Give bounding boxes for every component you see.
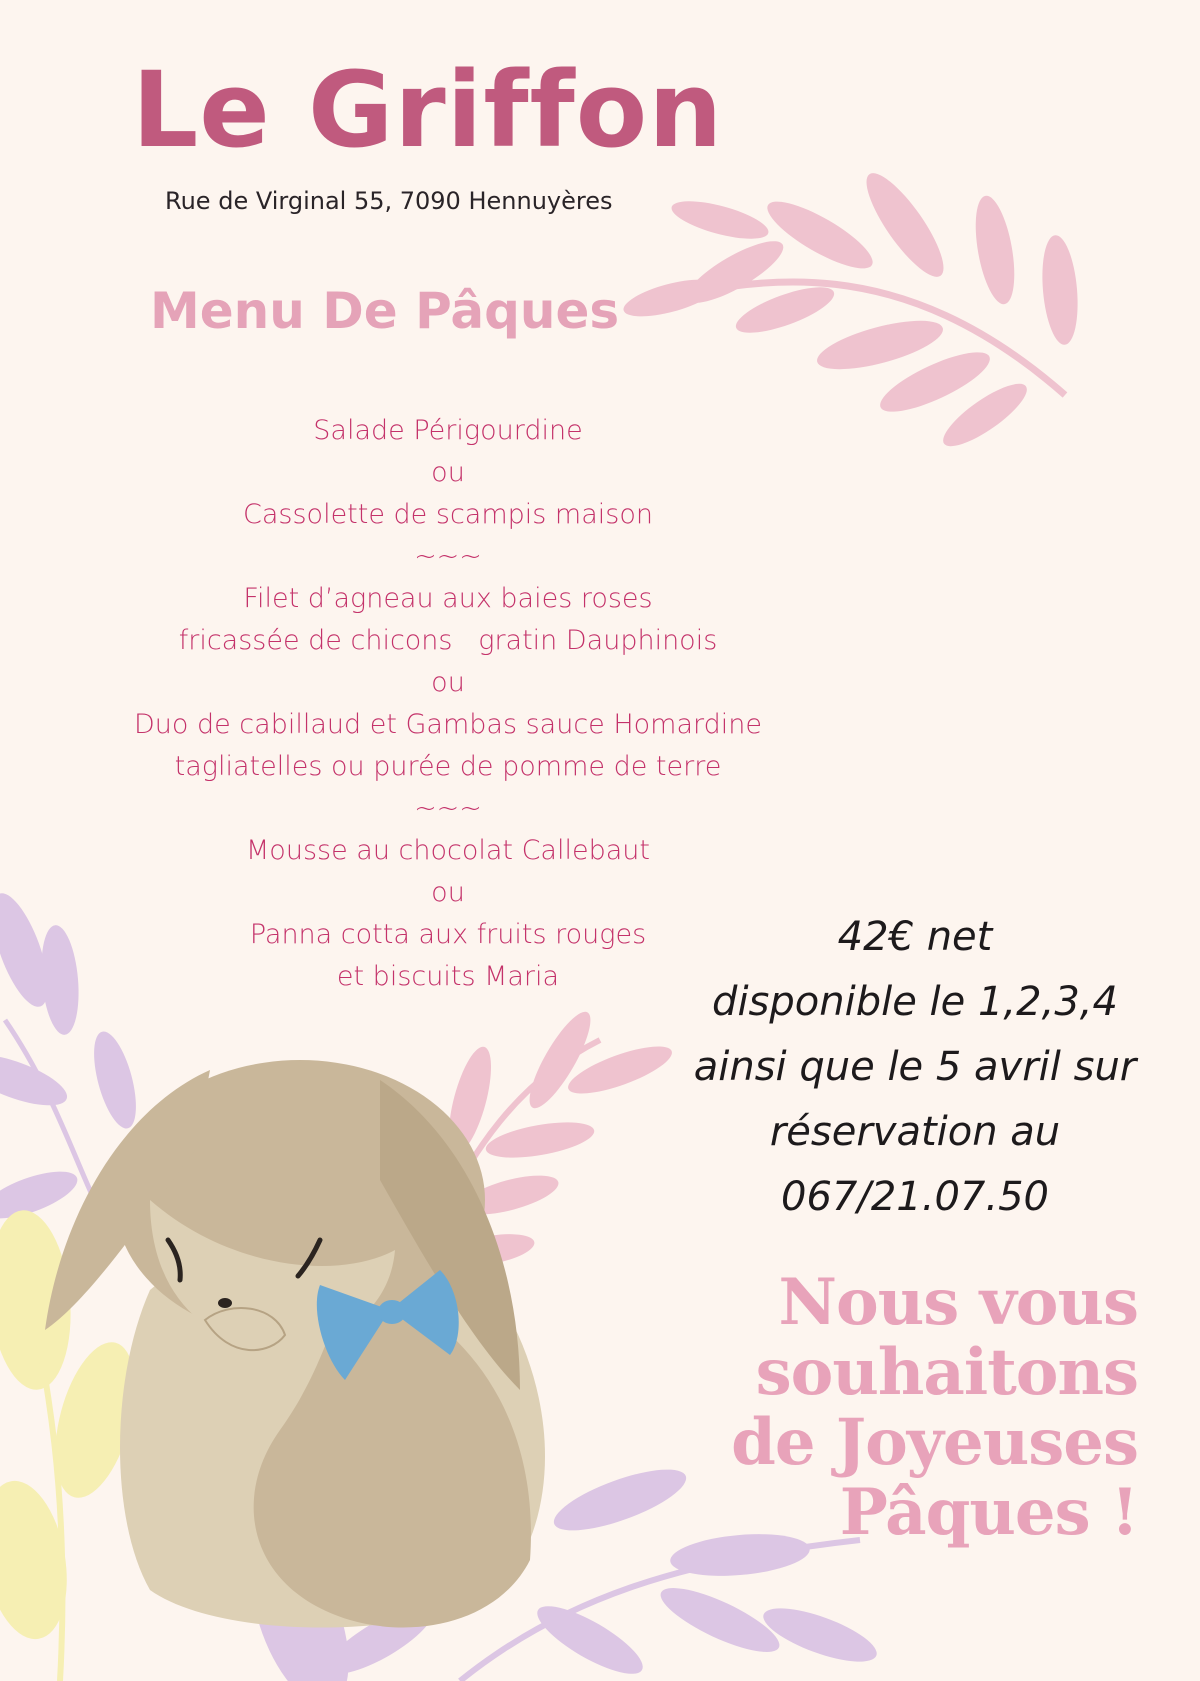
restaurant-name: Le Griffon [132, 49, 724, 171]
greeting-line: Nous vous [778, 1265, 1138, 1340]
greeting-line: de Joyeuses [731, 1405, 1138, 1480]
availability-text: disponible le 1,2,3,4 [712, 979, 1118, 1025]
easter-greeting [618, 1265, 1138, 1550]
phone-number: 067/21.07.50 [781, 1174, 1049, 1220]
bunny-nose [218, 1298, 232, 1308]
price-and-booking-info [650, 905, 1180, 1230]
menu-title: Menu De Pâques [150, 282, 620, 340]
menu-line: et biscuits Maria [336, 961, 560, 992]
greeting-line: souhaitons [755, 1335, 1138, 1410]
bunny-illustration [45, 1060, 545, 1628]
availability-text: ainsi que le 5 avril sur [693, 1044, 1137, 1090]
reservation-text: réservation au [769, 1109, 1061, 1155]
menu-separator: ~~~ [414, 541, 482, 572]
menu-line: Panna cotta aux fruits rouges [249, 919, 647, 950]
menu-price: 42€ net [837, 914, 993, 960]
menu-line: Mousse au chocolat Callebaut [246, 835, 650, 866]
menu-line: Cassolette de scampis maison [243, 499, 653, 530]
menu-separator: ~~~ [414, 793, 482, 824]
menu-line: Duo de cabillaud et Gambas sauce Homardine [133, 709, 763, 740]
menu-line: ou [431, 877, 465, 908]
greeting-line: Pâques ! [839, 1475, 1138, 1550]
menu-line: Salade Périgourdine [313, 415, 583, 446]
menu-line: fricassée de chicons gratin Dauphinois [178, 625, 718, 656]
menu-line: Filet d’agneau aux baies roses [243, 583, 653, 614]
menu-line: ou [431, 457, 465, 488]
menu-line: ou [431, 667, 465, 698]
restaurant-address: Rue de Virginal 55, 7090 Hennuyères [165, 187, 613, 215]
menu-line: tagliatelles ou purée de pomme de terre [174, 751, 722, 782]
